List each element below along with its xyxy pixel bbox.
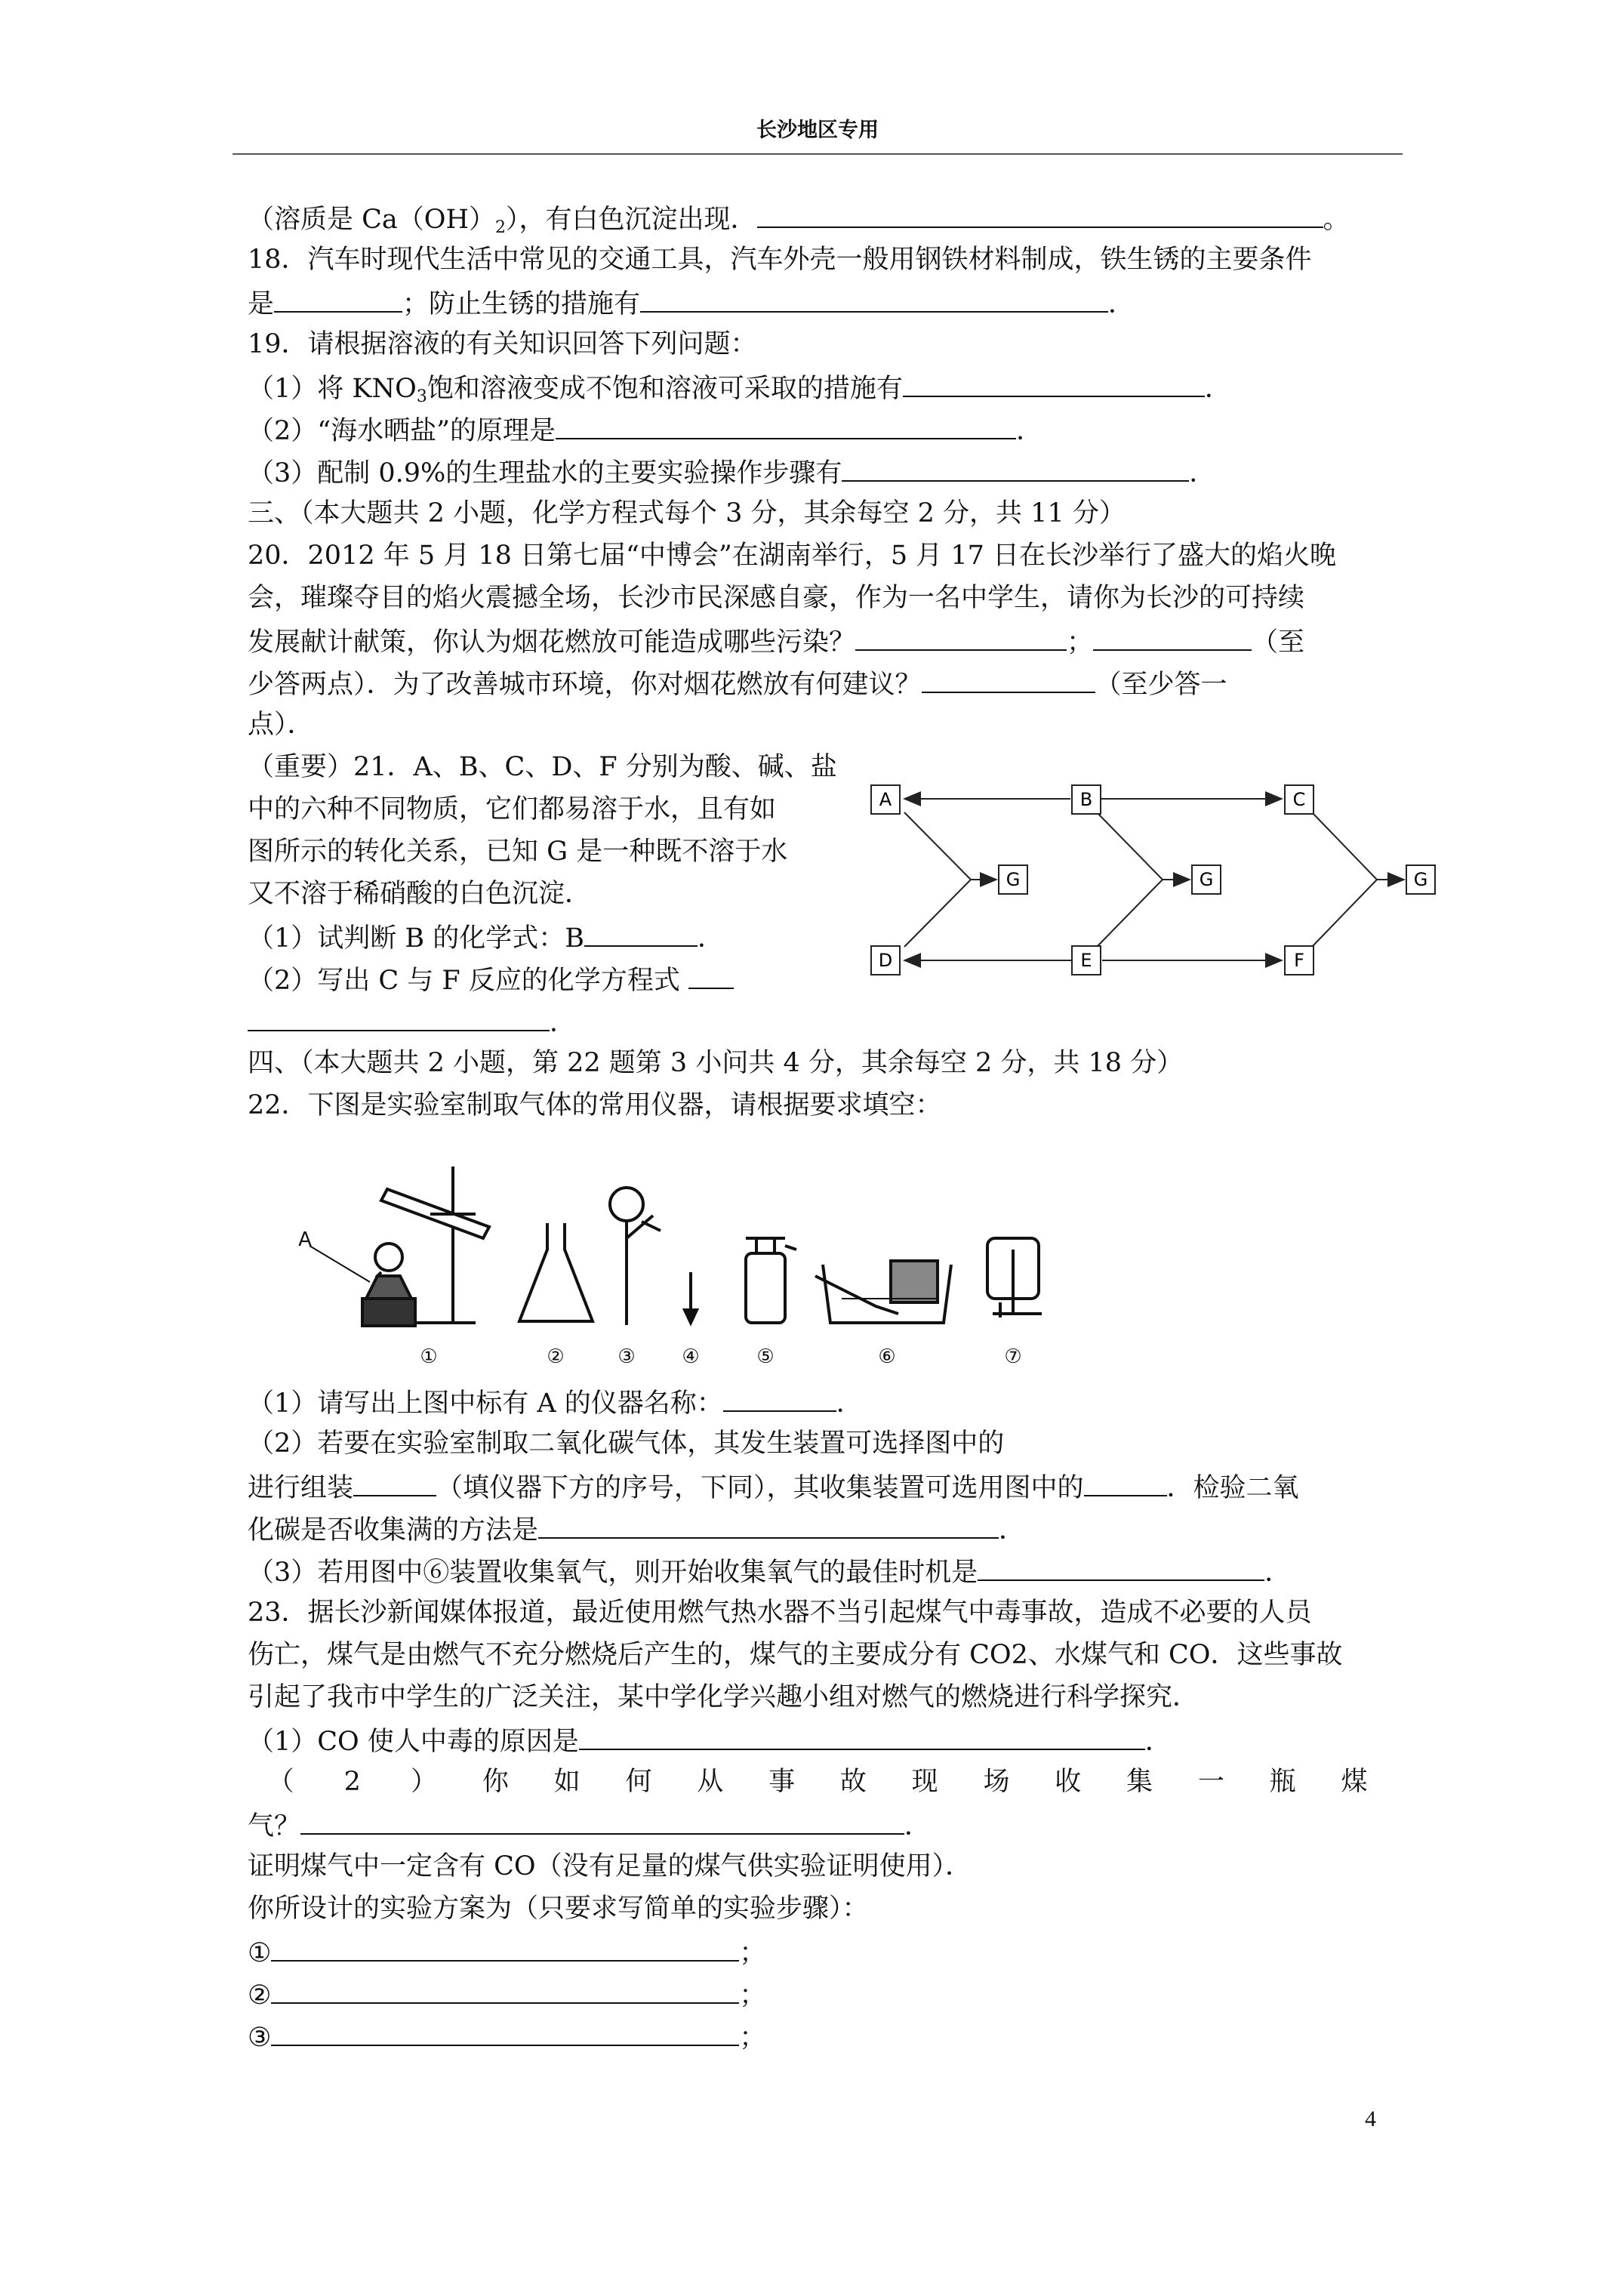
answer-blank[interactable]: [300, 1803, 904, 1835]
question-21-2-cont: ．: [248, 1000, 1387, 1042]
node-a-label: A: [879, 789, 892, 810]
line-e-g: [1097, 880, 1163, 947]
question-23-1: （1）CO 使人中毒的原因是 ．: [248, 1718, 1387, 1761]
question-19-1: （1）将 $KNO_3$饱和溶液变成不饱和溶液可采取的措施有 ．: [248, 365, 1387, 408]
line-d-g: [904, 880, 971, 947]
question-21-cont-3: 又不溶于稀硝酸的白色沉淀．: [248, 879, 592, 909]
question-21-2: （2）写出 C 与 F 反应的化学方程式: [248, 957, 1387, 1000]
answer-blank[interactable]: [723, 1380, 836, 1412]
apparatus-6-water-trough: [815, 1261, 951, 1323]
answer-blank[interactable]: [1093, 619, 1252, 651]
question-20: 20．2012 年 5 月 18 日第七届“中博会”在湖南举行，5 月 17 日在长沙举行了盛大的焰火晚: [248, 541, 1337, 571]
section-4-heading: 四、（本大题共 2 小题，第 22 题第 3 小问共 4 分，其余每空 2 分，共 18 分）: [248, 1048, 1184, 1078]
apparatus-number-2: ②: [547, 1345, 565, 1368]
answer-blank[interactable]: [248, 1000, 550, 1031]
question-19-2: （2）“海水晒盐”的原理是 ．: [248, 408, 1387, 450]
question-20-cont-2: 发展献计献策，你认为烟花燃放可能造成哪些污染？ ； （至: [248, 619, 1387, 661]
question-22-1: （1）请写出上图中标有 A 的仪器名称： ．: [248, 1380, 1387, 1422]
answer-blank[interactable]: [584, 915, 698, 947]
answer-blank[interactable]: [903, 365, 1205, 397]
apparatus-1-stand-heater: [310, 1166, 489, 1326]
node-g3-label: G: [1413, 869, 1428, 890]
node-g1-label: G: [1006, 869, 1021, 890]
apparatus-7-inverted-bottle: [987, 1238, 1042, 1318]
question-23-cont-1: 伤亡，煤气是由燃气不充分燃烧后产生的，煤气的主要成分有 CO2、水煤气和 CO．这些事故: [248, 1640, 1343, 1670]
answer-blank[interactable]: [855, 619, 1067, 651]
answer-blank[interactable]: [1084, 1465, 1167, 1496]
answer-blank[interactable]: [978, 1549, 1264, 1581]
answer-blank[interactable]: [271, 2014, 739, 2046]
apparatus-number-3: ③: [617, 1345, 636, 1368]
question-22-2: （2）若要在实验室制取二氧化碳气体，其发生装置可选择图中的: [248, 1428, 1005, 1459]
question-21-1: （1）试判断 B 的化学式：B ．: [248, 915, 1387, 957]
conversion-diagram: [867, 763, 1448, 997]
question-23-2-cont: 气？ ．: [248, 1803, 1387, 1845]
answer-blank[interactable]: [556, 408, 1016, 439]
apparatus-5-gas-bottle: [746, 1238, 796, 1323]
node-g2-label: G: [1199, 869, 1214, 890]
apparatus-number-4: ④: [682, 1345, 700, 1368]
answer-blank[interactable]: [842, 450, 1189, 482]
apparatus-4-tube: [685, 1272, 697, 1323]
line-a-g: [904, 812, 971, 880]
line-c-g: [1312, 812, 1377, 880]
node-f-label: F: [1294, 950, 1304, 971]
answer-blank[interactable]: [538, 1507, 999, 1539]
question-22-3: （3）若用图中⑥装置收集氧气，则开始收集氧气的最佳时机是 ．: [248, 1549, 1387, 1592]
question-21-cont-2: 图所示的转化关系，已知 G 是一种既不溶于水: [248, 837, 788, 867]
question-20-cont-1: 会，璀璨夺目的焰火震撼全场，长沙市民深感自豪，作为一名中学生，请你为长沙的可持续: [248, 583, 1305, 613]
answer-blank[interactable]: [757, 196, 1323, 228]
node-c-label: C: [1292, 789, 1306, 810]
question-23-2: （ 2 ） 你 如 何 从 事 故 现 场 收 集 一 瓶 煤: [267, 1767, 1368, 1797]
answer-blank[interactable]: [271, 1972, 739, 2004]
apparatus-3-separatory-funnel: [610, 1188, 661, 1325]
question-19-3: （3）配制 0.9%的生理盐水的主要实验操作步骤有 ．: [248, 450, 1387, 492]
answer-blank[interactable]: [922, 661, 1095, 693]
apparatus-number-5: ⑤: [756, 1345, 775, 1368]
question-22-2-cont-2: 化碳是否收集满的方法是 ．: [248, 1507, 1387, 1549]
question-20-cont-4: 点）．: [248, 710, 314, 740]
question-22: 22．下图是实验室制取气体的常用仪器，请根据要求填空：: [248, 1090, 942, 1120]
question-20-cont-3: 少答两点）．为了改善城市环境，你对烟花燃放有何建议？ （至少答一: [248, 661, 1387, 704]
answer-blank[interactable]: [688, 957, 734, 989]
header-divider: [233, 153, 1403, 155]
question-23-3: 证明煤气中一定含有 CO（没有足量的煤气供实验证明使用）．: [248, 1851, 972, 1881]
question-19: 19．请根据溶液的有关知识回答下列问题：: [248, 329, 757, 359]
apparatus-number-6: ⑥: [878, 1345, 896, 1368]
question-23-cont-2: 引起了我市中学生的广泛关注，某中学化学兴趣小组对燃气的燃烧进行科学探究．: [248, 1682, 1200, 1712]
question-18: 18．汽车时现代生活中常见的交通工具，汽车外壳一般用钢铁材料制成，铁生锈的主要条件: [248, 245, 1312, 275]
section-3-heading: 三、（本大题共 2 小题，化学方程式每个 3 分，其余每空 2 分，共 11 分）: [248, 498, 1126, 529]
answer-blank[interactable]: [271, 1930, 739, 1962]
line-f-g: [1312, 880, 1377, 947]
line-b-g: [1097, 812, 1163, 880]
node-b-label: B: [1079, 789, 1093, 810]
step-2: ② ；: [248, 1972, 1387, 2014]
lab-apparatus-figure: [294, 1155, 1095, 1382]
page-header: 长沙地区专用: [756, 119, 879, 142]
step-1: ① ；: [248, 1930, 1387, 1972]
document-body: [248, 196, 1387, 2057]
question-21: （重要）21．A、B、C、D、F 分别为酸、碱、盐: [248, 752, 837, 782]
apparatus-number-7: ⑦: [1004, 1345, 1022, 1368]
question-18-cont: 是 ；防止生锈的措施有 ．: [248, 281, 1387, 323]
answer-blank[interactable]: [353, 1465, 436, 1496]
question-21-cont-1: 中的六种不同物质，它们都易溶于水，且有如: [248, 794, 777, 824]
node-e-label: E: [1080, 950, 1092, 971]
answer-blank[interactable]: [640, 281, 1108, 313]
page-number: 4: [1365, 2106, 1376, 2131]
question-23: 23．据长沙新闻媒体报道，最近使用燃气热水器不当引起煤气中毒事故，造成不必要的人员: [248, 1598, 1312, 1628]
step-3: ③ ；: [248, 2014, 1387, 2057]
answer-blank[interactable]: [579, 1718, 1145, 1750]
answer-blank[interactable]: [274, 281, 402, 313]
line-calcium-hydroxide: （溶质是 $Ca(OH)_2$），有白色沉淀出现． 。: [248, 196, 1387, 239]
node-d-label: D: [878, 950, 893, 971]
apparatus-2-conical-flask: [519, 1223, 593, 1321]
question-22-2-cont-1: 进行组装 （填仪器下方的序号，下同），其收集装置可选用图中的 ．检验二氧: [248, 1465, 1387, 1507]
apparatus-label-a: A: [298, 1228, 312, 1251]
apparatus-number-1: ①: [420, 1345, 438, 1368]
question-23-4: 你所设计的实验方案为（只要求写简单的实验步骤）：: [248, 1894, 869, 1924]
